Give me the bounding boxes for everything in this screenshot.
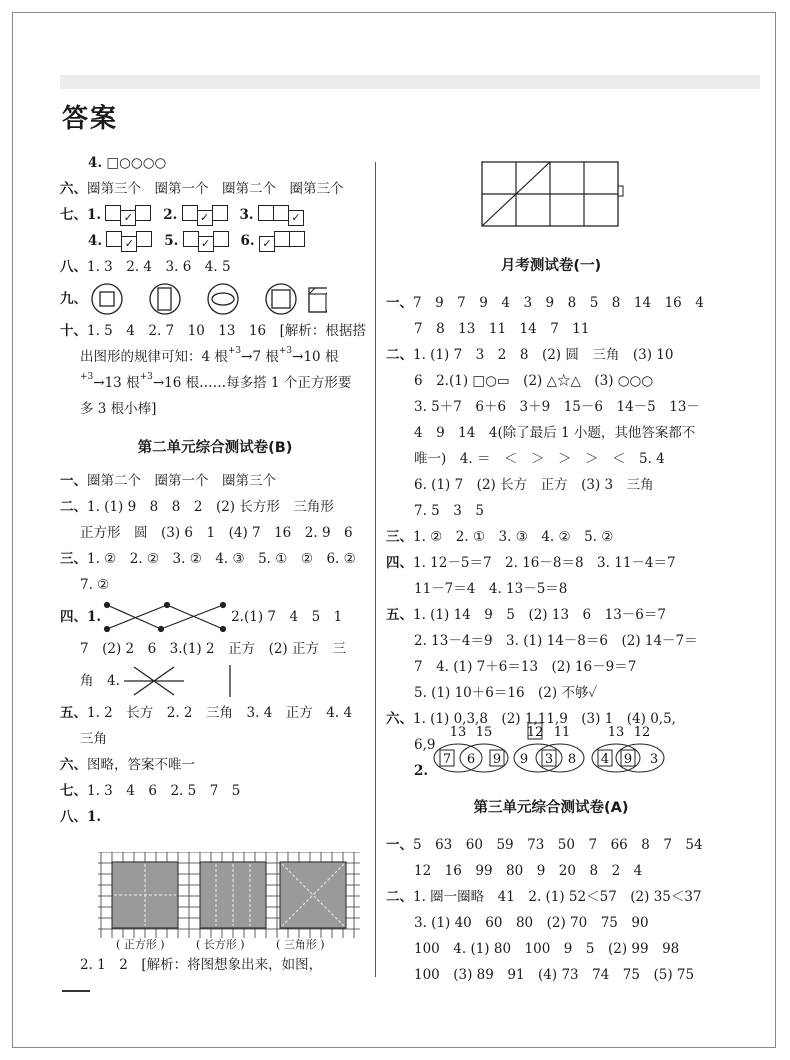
circle-square-icon [266,284,296,314]
answer-line [386,628,716,654]
answer-line [386,680,716,706]
section-label: 一、 [386,837,413,853]
answer-text: 7 根 [252,349,279,365]
section-label: 六、 [386,711,413,727]
answer-line [386,550,716,576]
answer-text: 10 根 [303,349,339,365]
answer-line [386,472,716,498]
answer-line [60,572,370,598]
figure-caption: ( 正方形 ) [116,938,165,951]
section-heading: 第二单元综合测试卷(B) [137,440,293,456]
section-label: 四、 [386,555,413,571]
answer-text: 1. (1) 14 9 5 (2) 13 6 13－6＝7 [413,607,666,623]
section-label: 四、1. [60,609,102,625]
answer-line [386,290,716,316]
venn-inner-number: 3 [649,752,659,767]
answer-line [386,342,716,368]
venn-top-number: 15 [475,725,493,740]
answer-text: 1. 圈一圈略 41 2. (1) 52＜57 (2) 35＜37 [413,889,702,905]
answer-text: 1. 3 4 6 2. 5 7 5 [87,783,241,799]
answer-line [60,546,370,572]
checkbox-empty [274,231,290,247]
figure-caption: ( 三角形 ) [276,938,325,951]
section-label: 三、 [60,551,87,567]
section-label: 一、 [60,473,87,489]
answer-text: 1. ② 2. ② 3. ② 4. ③ 5. ① ② 6. ② [87,551,356,567]
answer-text: 7 9 7 9 4 3 9 8 5 8 14 16 4 [413,295,704,311]
section-label: 二、 [386,347,413,363]
answer-text: 7 8 13 11 14 7 11 [414,321,590,337]
section-label: 一、 [386,295,413,311]
answer-line [60,396,370,422]
answer-text: 1. 2 长方 2. 2 三角 3. 4 正方 4. 4 [87,705,353,721]
checkbox-empty [136,231,152,247]
circle-rectangle-icon [150,284,180,314]
answer-text: 1. 5 4 2. 7 10 13 16 [解析：根据搭 [87,323,366,339]
item-number: 1. [87,207,102,223]
arrow-icon: → [152,375,165,391]
answer-text: 三角 [80,731,107,747]
answer-text: 2. 1 2 [解析：将图想象出来，如图， [80,957,323,973]
answer-line [60,254,370,280]
answer-text: 6,9 [414,737,436,753]
answer-text: 7 (2) 2 6 3.(1) 2 正方 (2) 正方 三 [80,641,346,657]
arrow-icon: → [241,349,253,365]
answer-text: 圈第二个 圈第一个 圈第三个 [87,473,276,489]
section-label: 十、 [60,323,87,339]
answer-line [386,602,716,628]
circle-ellipse-icon [208,284,238,314]
answer-line [60,370,370,396]
answer-line [60,494,370,520]
section-heading: 月考测试卷(一) [500,258,602,274]
venn-top-number: 13 [449,725,467,740]
shape-symbols: □○○○○ [106,155,167,171]
answer-line [60,636,370,662]
answer-text: 11－7＝4 4. 13－5＝8 [414,581,568,597]
answer-text: 1. 12－5＝7 2. 16－8＝8 3. 11－4＝7 [413,555,676,571]
answer-text: 出图形的规律可知：4 根 [80,349,228,365]
answer-text: 6. (1) 7 (2) 长方 正方 (3) 3 三角 [414,477,654,493]
answer-text: 3. (1) 40 60 80 (2) 70 75 90 [414,915,649,931]
answer-text: 2.(1) 7 4 5 1 [231,609,343,625]
item-number: 4. [88,155,103,171]
venn-top-number: 12 [526,725,544,740]
section-label: 五、 [386,607,413,623]
section-label: 二、 [60,499,87,515]
header-band [60,75,760,89]
answer-line [386,936,716,962]
section-heading: 第三单元综合测试卷(A) [473,800,629,816]
checkbox-row-2 [60,228,370,254]
answer-line [386,884,716,910]
venn-inner-number: 6 [466,752,476,767]
answer-line [386,654,716,680]
answer-text: 100 4. (1) 80 100 9 5 (2) 99 98 [414,941,680,957]
checkbox-row-1 [60,202,370,228]
rectangle-grid-figure [478,158,628,230]
answer-text: 3. 5＋7 6＋6 3＋9 15－6 14－5 13－ [414,399,700,415]
left-column [60,150,370,830]
venn-diagrams [428,722,708,778]
answer-line [60,804,370,830]
section-label: 五、 [60,705,87,721]
item-number: 5. [164,233,179,249]
venn-ellipse [536,744,584,772]
answer-text: 2. 13－4＝9 3. (1) 14－8＝6 (2) 14－7＝ [414,633,698,649]
answer-text: 16 根……每多搭 1 个正方形要 [164,375,352,391]
answer-line [386,316,716,342]
answer-line [386,394,716,420]
venn-top-number: 11 [553,725,571,740]
circle-square-icon [92,284,122,314]
checkbox-empty [273,205,289,221]
item-number: 4. [88,233,103,249]
answer-line [386,420,716,446]
section-label: 六、 [60,181,87,197]
section-label: 九、 [60,291,87,307]
page-title: 答案 [62,104,119,134]
right-column [386,290,716,784]
answer-line [386,368,716,394]
venn-inner-number: 8 [567,752,577,767]
checkbox-checked: ✓ [120,210,136,226]
answer-line [60,176,370,202]
checkbox-empty [105,205,121,221]
answer-text: 正方形 圆 (3) 6 1 (4) 7 16 2. 9 6 [80,525,353,541]
answer-line [60,318,370,344]
answer-text: 5 63 60 59 73 50 7 66 8 7 54 [413,837,703,853]
answer-text: 圈第三个 圈第一个 圈第二个 圈第三个 [87,181,344,197]
page-footer-mark [62,990,90,992]
answer-line [386,498,716,524]
answer-line [60,662,370,700]
answer-line [60,344,370,370]
answer-line [60,520,370,546]
answer-text: 7 4. (1) 7＋6＝13 (2) 16－9＝7 [414,659,637,675]
answer-text: 5. (1) 10＋6＝16 (2) 不够✓ [414,685,598,701]
right-column-lower [386,832,716,988]
answer-text: 1. ② 2. ① 3. ③ 4. ② 5. ② [413,529,614,545]
answer-text: 100 (3) 89 91 (4) 73 74 75 (5) 75 [414,967,695,983]
checkbox-empty [212,205,228,221]
venn-top-number: 12 [633,725,651,740]
column-divider [375,162,376,977]
shape-icons [87,282,327,316]
checkbox-checked: ✓ [198,236,214,252]
item-number: 3. [239,207,254,223]
venn-inner-number: 9 [492,752,502,767]
item-number: 6. [240,233,255,249]
answer-line [386,446,716,472]
section-label: 二、 [386,889,413,905]
section-label: 八、 [60,259,87,275]
arrow-icon: → [93,375,105,391]
cube-icon [309,288,327,312]
answer-text: 唯一) 4. ＝ ＜ ＞ ＞ ＞ ＜ 5. 4 [414,451,665,467]
checkbox-checked: ✓ [121,236,137,252]
answer-text: 13 根 [104,375,140,391]
answer-line [60,752,370,778]
answer-text: 12 16 99 80 9 20 8 2 4 [414,863,643,879]
answer-line [60,468,370,494]
answer-line [60,700,370,726]
plus-three-annotation: +3 [80,372,94,382]
checkbox-empty [135,205,151,221]
answer-line [386,858,716,884]
checkbox-empty [106,231,122,247]
checkbox-checked: ✓ [259,236,275,252]
section-label: 七、 [60,207,87,223]
answer-line [60,598,370,636]
checkbox-empty [183,231,199,247]
answer-line [60,778,370,804]
plus-three-annotation: +3 [227,346,242,356]
figure-caption: ( 长方形 ) [196,938,245,951]
section-label: 八、1. [60,809,102,825]
answer-text: 1. (1) 9 8 8 2 (2) 长方形 三角形 [87,499,334,515]
venn-inner-number: 9 [519,752,529,767]
item-number: 2. [163,207,178,223]
matching-lines-figure [101,599,231,635]
section-label: 七、 [60,783,87,799]
checkbox-empty [213,231,229,247]
answer-text: 角 4. [80,673,120,689]
answer-text: 6 2.(1) □○▭ (2) △☆△ (3) ○○○ [414,373,654,389]
plus-three-annotation: +3 [139,372,153,382]
answer-text: 图略，答案不唯一 [87,757,195,773]
checkbox-checked: ✓ [288,210,304,226]
answer-line [386,524,716,550]
answer-line [386,910,716,936]
plus-three-annotation: +3 [278,346,293,356]
answer-line [386,832,716,858]
answer-text: 1. (1) 7 3 2 8 (2) 圆 三角 (3) 10 [413,347,674,363]
section-label: 六、 [60,757,87,773]
answer-line [386,576,716,602]
star-lines-figure [120,663,250,699]
arrow-icon: → [292,349,304,365]
answer-text: 1. (1) 0,3,8 (2) 1,11,9 (3) 1 (4) 0,5, [413,711,676,727]
answer-text: 4 9 14 4(除了最后 1 小题，其他答案都不 [414,425,696,441]
venn-inner-number: 9 [623,752,633,767]
checkbox-empty [258,205,274,221]
venn-inner-number: 7 [442,752,452,767]
checkbox-empty [182,205,198,221]
answer-line [80,952,380,978]
venn-inner-number: 4 [600,752,610,767]
checkbox-checked: ✓ [197,210,213,226]
answer-line [386,962,716,988]
shape-icons-row [60,280,370,318]
answer-line [60,150,370,176]
section-label: 三、 [386,529,413,545]
answer-text: 7. ② [80,577,110,593]
grid-figures [98,852,360,938]
answer-text: 1. 3 2. 4 3. 6 4. 5 [87,259,231,275]
answer-text: 多 3 根小棒] [80,401,157,417]
answer-text: 7. 5 3 5 [414,503,484,519]
venn-top-number: 13 [607,725,625,740]
item-number: 2. [414,763,429,779]
answer-line [60,726,370,752]
venn-inner-number: 3 [544,752,554,767]
checkbox-empty [289,231,305,247]
